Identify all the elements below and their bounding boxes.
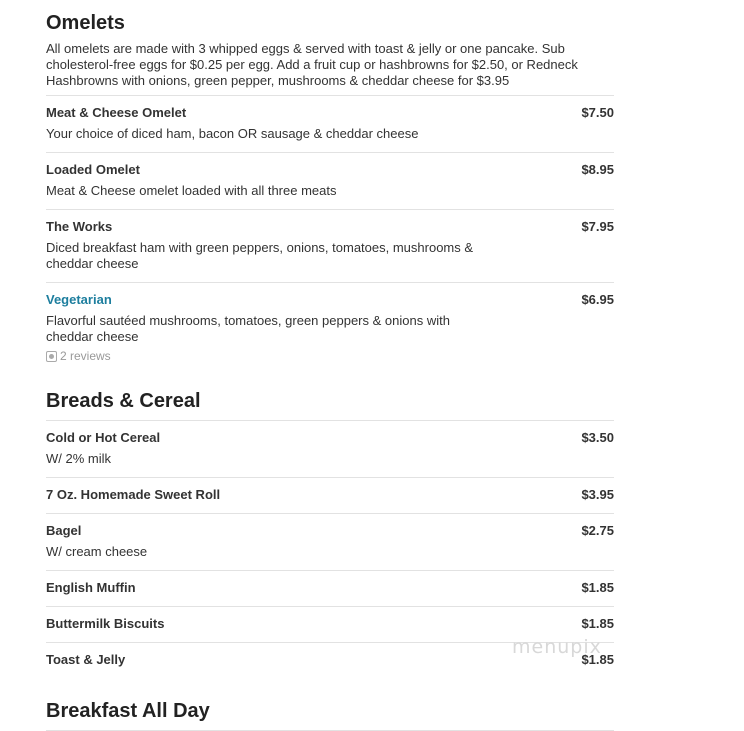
item-price: $3.50: [581, 430, 614, 445]
section-title: Omelets: [46, 12, 125, 34]
section-omelets: [46, 12, 614, 373]
menu-item: [46, 283, 614, 373]
menu-item: [46, 210, 614, 283]
item-name: English Muffin: [46, 580, 136, 595]
item-name-link[interactable]: Vegetarian: [46, 292, 112, 307]
section-title: Breakfast All Day: [46, 700, 614, 731]
item-description: Your choice of diced ham, bacon OR sausage & cheddar cheese: [46, 126, 419, 141]
menu-item: [46, 571, 614, 607]
section-breakfast-all-day: [46, 700, 614, 731]
item-price: $8.95: [581, 162, 614, 177]
item-name: Toast & Jelly: [46, 652, 126, 667]
item-name: Bagel: [46, 523, 82, 538]
menu-item: [46, 421, 614, 478]
item-price: $6.95: [581, 292, 614, 307]
item-price: $7.95: [581, 219, 614, 234]
menu-item: [46, 478, 614, 514]
item-price: $1.85: [581, 652, 614, 667]
item-price: $7.50: [581, 105, 614, 120]
item-price: $3.95: [581, 487, 614, 502]
item-name: Cold or Hot Cereal: [46, 430, 161, 445]
section-description: All omelets are made with 3 whipped eggs & served with toast & jelly or one pancake. Sub cholesterol-free eggs for $0.25 per egg. Add a fruit cup or hashbrowns for $2.50, or Redneck Hashbrowns with onions, green pepper, mushrooms & cheddar cheese for $3.95: [46, 41, 614, 96]
item-description: W/ 2% milk: [46, 451, 111, 466]
menu-item: [46, 514, 614, 571]
item-name: 7 Oz. Homemade Sweet Roll: [46, 487, 221, 502]
section-breads-cereal: [46, 390, 614, 678]
item-price: $1.85: [581, 580, 614, 595]
item-price: $2.75: [581, 523, 614, 538]
menu-item: [46, 153, 614, 210]
item-price: $1.85: [581, 616, 614, 631]
item-name: Meat & Cheese Omelet: [46, 105, 187, 120]
item-description: Meat & Cheese omelet loaded with all three meats: [46, 183, 337, 198]
review-icon: [46, 351, 57, 362]
item-description: Diced breakfast ham with green peppers, onions, tomatoes, mushrooms & cheddar cheese: [46, 240, 474, 271]
item-description: W/ cream cheese: [46, 544, 148, 559]
item-description: Flavorful sautéed mushrooms, tomatoes, green peppers & onions with cheddar cheese: [46, 313, 450, 344]
menu-item: [46, 96, 614, 153]
reviews-count: 2 reviews: [60, 349, 111, 363]
item-name: Buttermilk Biscuits: [46, 616, 165, 631]
item-name: The Works: [46, 219, 113, 234]
watermark: menupix: [512, 636, 602, 658]
item-name: Loaded Omelet: [46, 162, 140, 177]
section-title: Breads & Cereal: [46, 390, 614, 421]
reviews-link[interactable]: [46, 349, 614, 363]
